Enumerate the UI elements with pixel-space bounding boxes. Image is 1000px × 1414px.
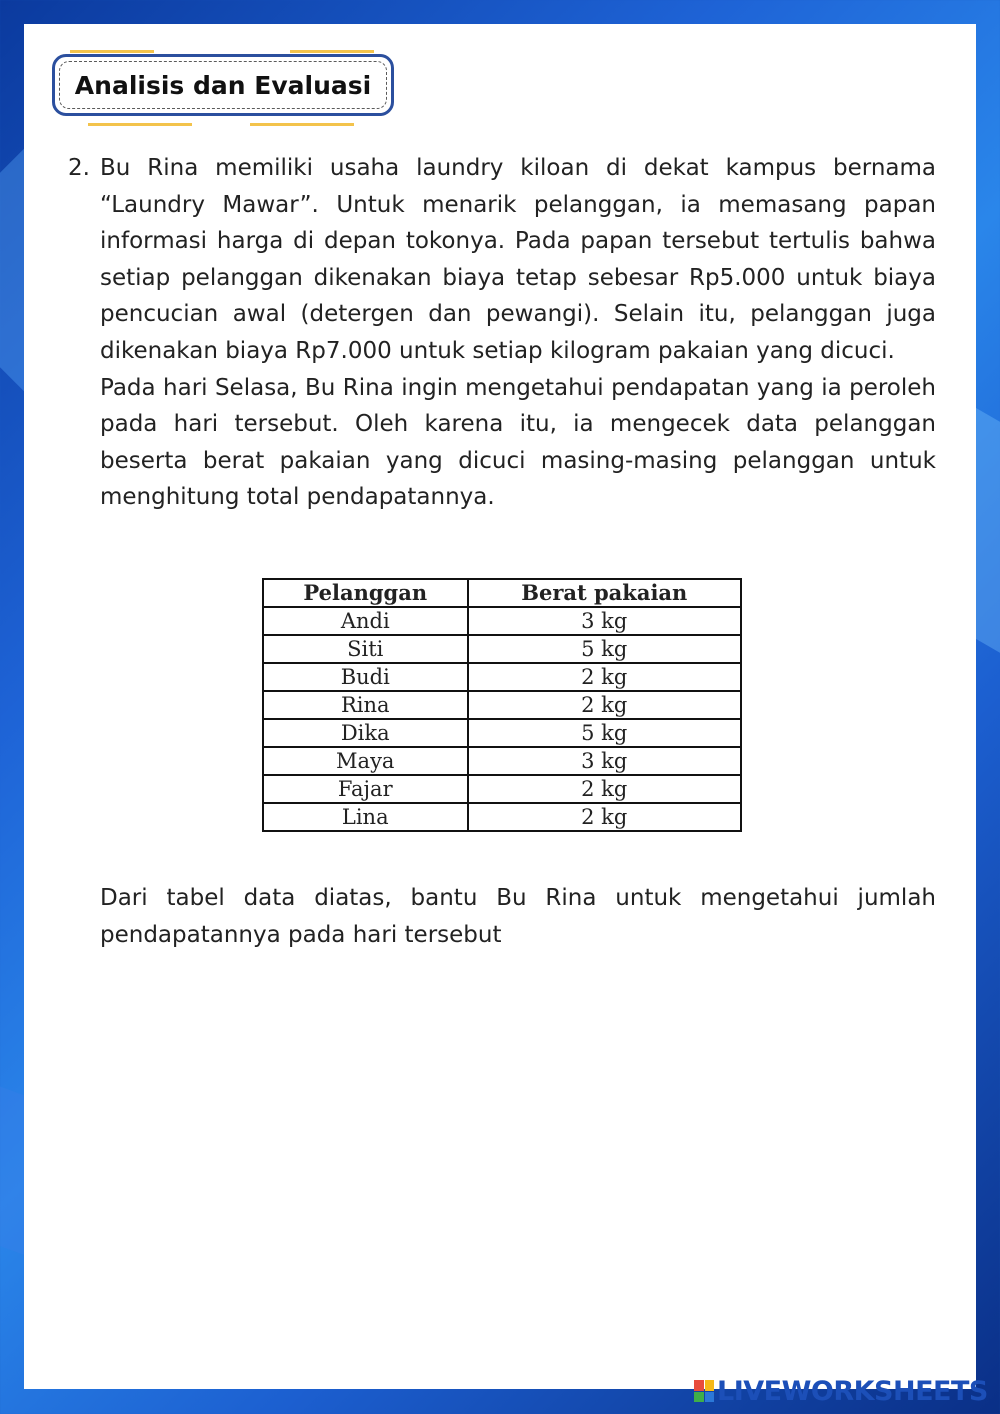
brand-name: LIVEWORKSHEETS <box>717 1375 988 1407</box>
question-paragraph: Bu Rina memiliki usaha laundry kiloan di dekat kampus bernama “Laundry Mawar”. Untuk menarik pelanggan, ia memasang papan informasi harga di depan tokonya. Pada papan tersebut tertulis bahwa setiap pelanggan dikenakan biaya tetap sebesar Rp5.000 untuk biaya pencucian awal (detergen dan pewangi). Selain itu, pelanggan juga dikenakan biaya Rp7.000 untuk setiap kilogram pakaian yang dicuci. <box>100 155 936 364</box>
customer-cell: Siti <box>263 635 468 663</box>
table-row <box>263 663 741 691</box>
table-row <box>263 803 741 831</box>
table-row <box>263 635 741 663</box>
table-row <box>263 719 741 747</box>
weight-cell: 2 kg <box>468 775 742 803</box>
laundry-data-table <box>262 578 742 832</box>
table-row <box>263 747 741 775</box>
title-decor-line <box>290 50 374 53</box>
weight-cell: 5 kg <box>468 719 742 747</box>
weight-cell: 2 kg <box>468 663 742 691</box>
customer-cell: Andi <box>263 607 468 635</box>
title-decor-line <box>250 123 354 126</box>
table-row <box>263 607 741 635</box>
table-row <box>263 691 741 719</box>
liveworksheets-icon <box>694 1380 714 1402</box>
closing-instruction: Dari tabel data diatas, bantu Bu Rina untuk mengetahui jumlah pendapatannya pada hari tersebut <box>100 885 936 948</box>
customer-cell: Fajar <box>263 775 468 803</box>
title-decor-line <box>70 50 154 53</box>
liveworksheets-logo[interactable] <box>694 1376 988 1406</box>
weight-cell: 3 kg <box>468 607 742 635</box>
worksheet-page <box>24 24 976 1389</box>
weight-cell: 3 kg <box>468 747 742 775</box>
question-paragraph: Pada hari Selasa, Bu Rina ingin mengetahui pendapatan yang ia peroleh pada hari tersebut. Oleh karena itu, ia mengecek data pelanggan beserta berat pakaian yang dicuci masing-masing pelanggan untuk menghitung total pendapatannya. <box>100 374 936 511</box>
customer-cell: Budi <box>263 663 468 691</box>
title-badge <box>52 54 394 120</box>
customer-cell: Maya <box>263 747 468 775</box>
table-header-row <box>263 579 741 607</box>
customer-cell: Dika <box>263 719 468 747</box>
weight-cell: 5 kg <box>468 635 742 663</box>
customer-cell: Rina <box>263 691 468 719</box>
customer-cell: Lina <box>263 803 468 831</box>
weight-cell: 2 kg <box>468 691 742 719</box>
weight-cell: 2 kg <box>468 803 742 831</box>
table-row <box>263 775 741 803</box>
title-frame <box>52 54 394 116</box>
question-block <box>68 150 936 516</box>
page-title: Analisis dan Evaluasi <box>59 61 387 109</box>
title-decor-line <box>88 123 192 126</box>
column-header: Berat pakaian <box>468 579 742 607</box>
question-body <box>100 150 936 516</box>
question-number: 2. <box>68 155 90 181</box>
column-header: Pelanggan <box>263 579 468 607</box>
